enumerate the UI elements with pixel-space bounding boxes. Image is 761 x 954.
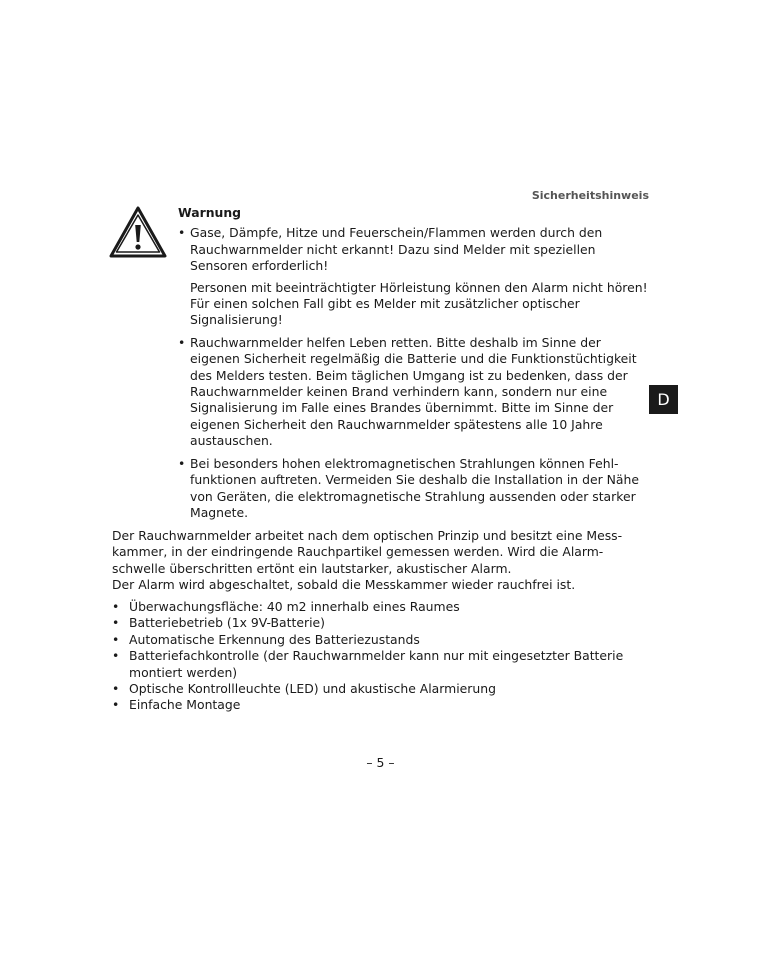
bullet: • (112, 648, 120, 664)
bullet: • (112, 631, 120, 647)
warning-title: Warnung (178, 205, 242, 220)
warning-item (178, 456, 653, 522)
feature-list (112, 599, 652, 714)
warning-triangle-icon (109, 206, 167, 258)
list-item-text: Optische Kontrollleuchte (LED) und akustische Alarmierung (129, 681, 496, 697)
list-item-text: Überwachungsfläche: 40 m2 innerhalb eines Raumes (129, 599, 460, 614)
list-item (112, 615, 652, 631)
list-item (112, 632, 652, 648)
list-item (112, 681, 652, 697)
intro-paragraph: Der Rauchwarnmelder arbeitet nach dem optischen Prinzip und besitzt eine Mess-kammer, in der eindringende Rauchpartikel gemessen werden. Wird die Alarm-schwelle überschritten ertönt ein lautstarker, akustischer Alarm. (112, 528, 623, 576)
list-item (112, 697, 652, 713)
warning-item (178, 225, 653, 274)
bullet: • (112, 697, 120, 713)
bullet: • (178, 225, 186, 241)
warning-item (178, 280, 653, 329)
warning-item-text: Bei besonders hohen elektromagnetischen Strahlungen können Fehl-funktionen auftreten. Vermeiden Sie deshalb die Installation in der Nähe von Geräten, die elektromagnetische Strahlung aussenden oder starker Magnete. (190, 455, 639, 520)
list-item-text: Einfache Montage (129, 697, 241, 713)
list-item-text: Batteriebetrieb (1x 9V-Batterie) (129, 615, 325, 631)
page-number: – 5 – (366, 755, 395, 770)
intro-paragraph: Der Alarm wird abgeschaltet, sobald die Messkammer wieder rauchfrei ist. (112, 577, 576, 593)
warning-item-text: Personen mit beeinträchtigter Hörleistung können den Alarm nicht hören! Für einen solchen Fall gibt es Melder mit zusätzlicher optischer Signalisierung! (190, 279, 648, 328)
bullet: • (178, 334, 186, 350)
bullet: • (178, 455, 186, 471)
intro-text (112, 528, 652, 594)
warning-item-text: Gase, Dämpfe, Hitze und Feuerschein/Flammen werden durch den Rauchwarnmelder nicht erkannt! Dazu sind Melder mit speziellen Sensoren erforderlich! (190, 225, 603, 274)
language-tab: D (649, 385, 678, 414)
warning-item (178, 335, 653, 450)
warning-item-text: Rauchwarnmelder helfen Leben retten. Bitte deshalb im Sinne der eigenen Sicherheit regelmäßig die Batterie und die Funktionstüchtigkeit des Melders testen. Beim täglichen Umgang ist zu bedenken, dass der Rauchwarnmelder keinen Brand verhindern kann, sondern nur eine Signalisierung im Falle eines Brandes übernimmt. Bitte im Sinne der eigenen Sicherheit den Rauchwarnmelder spätestens alle 10 Jahre austauschen. (190, 334, 637, 449)
list-item-text: Batteriefachkontrolle (der Rauchwarnmelder kann nur mit eingesetzter Batterie montiert werden) (129, 648, 624, 680)
section-header: Sicherheitshinweis (531, 189, 649, 202)
bullet: • (112, 615, 120, 631)
bullet: • (112, 681, 120, 697)
list-item (112, 599, 652, 615)
warning-block (178, 205, 653, 527)
bullet: • (112, 599, 120, 614)
list-item-text: Automatische Erkennung des Batteriezustands (129, 631, 420, 647)
list-item (112, 648, 652, 681)
